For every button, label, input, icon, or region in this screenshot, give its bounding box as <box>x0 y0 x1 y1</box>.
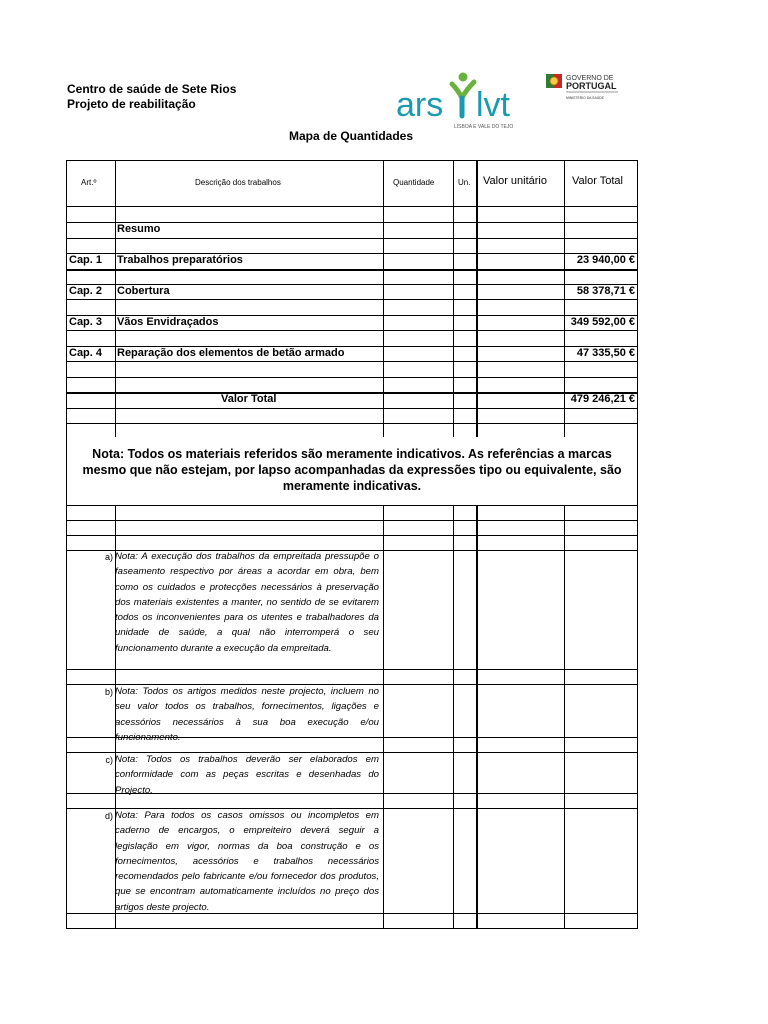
ars-lvt-logo <box>394 68 544 132</box>
valor-total-value: 479 246,21 € <box>570 393 635 405</box>
chapter-total: 349 592,00 € <box>570 316 635 328</box>
chapter-art: Cap. 4 <box>69 347 103 359</box>
page-title: Mapa de Quantidades <box>288 129 414 143</box>
gov-line-1: GOVERNO DE <box>566 75 614 82</box>
governo-portugal-logo <box>546 72 626 106</box>
col-header-valor-total: Valor Total <box>572 175 623 187</box>
note-text: Nota: A execução dos trabalhos da empreitada pressupõe o faseamento respectivo por áreas a acordar em obra, bem como os cuidados e protecções necessários à preservação dos materiais existentes a manter, no sentido de se evitarem todos os inconvenientes para os utentes e trabalhadores da unidade de saúde, a qual não interromperá o seu funcionamento durante a execução da empreitada. <box>115 551 379 654</box>
chapter-art: Cap. 3 <box>69 316 103 328</box>
chapter-desc: Cobertura <box>117 285 170 297</box>
note-text: Nota: Todos os artigos medidos neste projecto, incluem no seu valor todos os trabalhos, fornecimentos, ligações e acessórios necessários à sua boa execução e/ou funcionamento. <box>115 686 379 743</box>
valor-total-label: Valor Total <box>221 393 277 405</box>
logo-text-lvt: lvt <box>476 86 510 124</box>
col-header-art: Art.º <box>81 178 97 187</box>
nota-geral-cell <box>67 437 637 505</box>
col-header-descricao: Descrição dos trabalhos <box>195 178 281 187</box>
chapter-art: Cap. 1 <box>69 254 103 266</box>
col-header-valor-unitario: Valor unitário <box>483 175 547 187</box>
chapter-desc: Reparação dos elementos de betão armado <box>117 347 345 359</box>
note-text: Nota: Todos os trabalhos deverão ser elaborados em conformidade com as peças escritas e desenhadas do Projecto. <box>115 754 379 796</box>
col-header-quantidade: Quantidade <box>393 178 435 187</box>
chapter-desc: Trabalhos preparatórios <box>117 254 243 266</box>
col-header-un: Un. <box>458 178 471 187</box>
header-line-2: Projeto de reabilitação <box>67 97 196 111</box>
logo-tagline: LISBOA E VALE DO TEJO <box>454 124 514 130</box>
logo-head-icon <box>459 73 468 82</box>
note-label: b) <box>104 687 113 697</box>
note-label: d) <box>104 811 113 821</box>
note-label: a) <box>104 552 113 562</box>
chapter-total: 23 940,00 € <box>576 254 635 266</box>
logo-text-ars: ars <box>396 86 444 124</box>
gov-line-2: PORTUGAL <box>566 81 617 91</box>
chapter-total: 58 378,71 € <box>576 285 635 297</box>
header-line-1: Centro de saúde de Sete Rios <box>67 82 237 96</box>
coat-of-arms-icon <box>550 77 558 85</box>
chapter-total: 47 335,50 € <box>576 347 635 359</box>
quantities-table <box>66 160 638 929</box>
document-header <box>67 82 236 112</box>
gov-line-3: MINISTÉRIO DA SAÚDE <box>566 96 604 100</box>
resumo-label: Resumo <box>117 223 161 235</box>
logo-figure-icon <box>452 82 474 98</box>
note-label: c) <box>105 755 113 765</box>
nota-geral: Nota: Todos os materiais referidos são meramente indicativos. As referências a marcas mesmo que não estejam, por lapso acompanhadas da expressões tipo ou equivalente, são meramente indicativas. <box>82 447 622 493</box>
chapter-desc: Vãos Envidraçados <box>117 316 219 328</box>
chapter-art: Cap. 2 <box>69 285 103 297</box>
note-text: Nota: Para todos os casos omissos ou incompletos em caderno de encargos, o empreiteiro deverá seguir a legislação em vigor, normas da boa construção e os fornecimentos, acessórios e trabalhos necessários recomendados pelo fabricante e/ou fornecedor dos produtos, que se encontram automaticamente incluídos no preço dos artigos deste projecto. <box>115 810 379 913</box>
